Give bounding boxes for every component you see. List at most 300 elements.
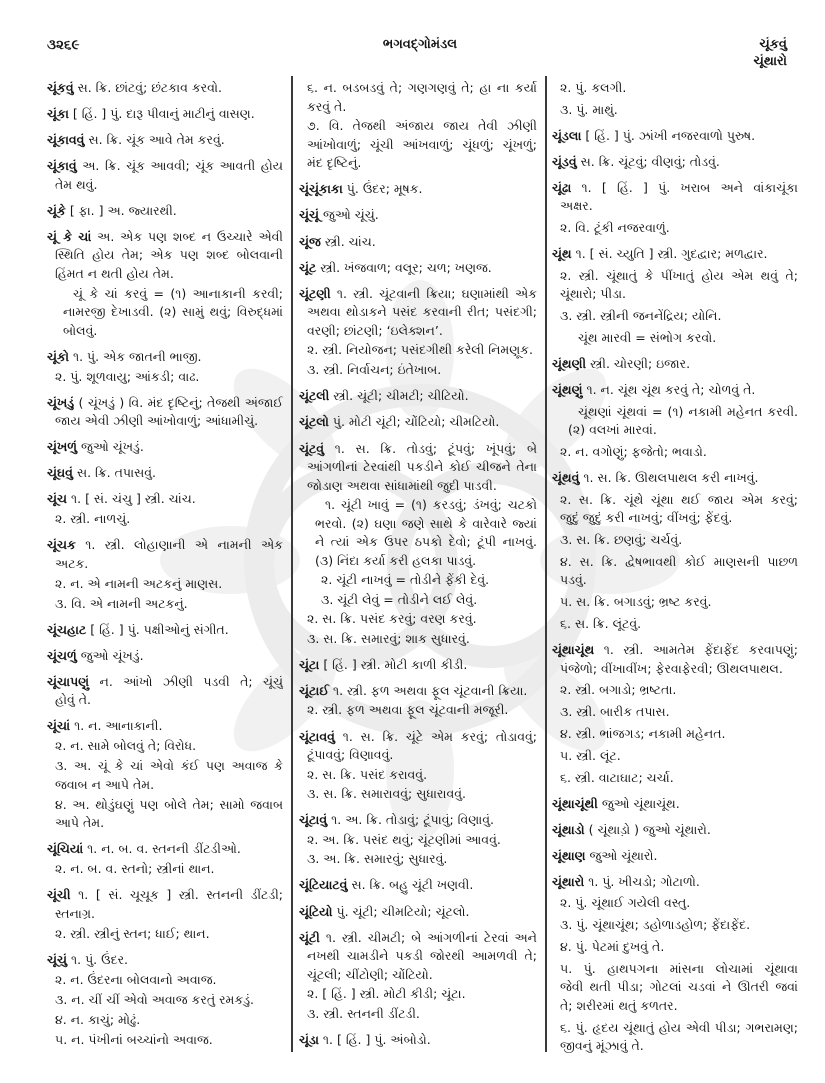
definition-line: [47, 621, 283, 640]
dictionary-entry: [47, 157, 283, 194]
definition-text: સ. ક્રિ. ચૂંટવું; વીણવું; તોડવું.: [580, 153, 720, 169]
dictionary-entry: [47, 490, 283, 509]
definition-line: [299, 477, 537, 496]
definition-text: ૫. સ્ત્રી. લૂંટ.: [560, 747, 621, 763]
definition-text: ૩. ચૂંટી લેવું = તોડીને લઈ લેવું.: [321, 591, 478, 607]
headword: ચૂંટાઈ: [299, 682, 329, 698]
headword: ચૂંટા: [299, 656, 320, 672]
definition-text: ૧. [ હિં. ] પું. અંબોડો.: [322, 1032, 431, 1047]
entry-sense: [299, 831, 537, 850]
definition-line: [552, 894, 798, 913]
definition-line: [299, 656, 537, 675]
definition-text: ૫. સ. ક્રિ. બગાડવું; ભ્રષ્ટ કરવું.: [560, 594, 712, 610]
column-right: [552, 79, 798, 1056]
definition-line: [47, 348, 283, 367]
definition-line: [552, 403, 798, 422]
definition-text: ૧. સ્ત્રી. લોહાણાની એ નામની એક: [85, 537, 283, 552]
page-number: ૩૨૬૯: [47, 37, 80, 53]
definition-text: સ્થિતિ હોય તેમ; એક પણ શબ્દ બોલવાની: [55, 247, 283, 262]
entry-sense: [47, 925, 283, 944]
definition-line: [47, 394, 283, 413]
definition-text: ૨. સ્ત્રી. ચૂંથાતું કે પીંખાતું હોય એમ થવું તે;: [560, 267, 798, 283]
entry-sense: [552, 938, 798, 957]
headword: ચૂંથાણ: [552, 847, 586, 863]
headword: ચૂં કે ચાં: [47, 228, 92, 244]
definition-text: આંખોવાળું; ચૂંચી આંખવાળું; ચૂંધળું; ચૂંખળું;: [307, 136, 537, 152]
guide-word-first: ચૂંકવું: [759, 37, 787, 52]
definition-line: [299, 496, 537, 515]
definition-line: [47, 228, 283, 247]
definition-line: [552, 491, 798, 510]
dictionary-entry: [299, 206, 537, 225]
headword: ચૂંચળું: [47, 647, 77, 663]
definition-line: [299, 515, 537, 534]
headword: ચૂંકો: [47, 348, 69, 364]
definition-line: [299, 1005, 537, 1024]
definition-text: સ. ક્રિ. બહુ ચૂંટી ખણવી.: [351, 877, 474, 893]
definition-text: જુઓ ચૂંથાચૂંથ.: [601, 795, 680, 811]
definition-text: ૩. અ. ચૂં કે ચાં એવો કંઈ પણ અવાજ કે: [55, 758, 283, 773]
definition-line: [552, 593, 798, 612]
definition-text: સ. ક્રિ. તપાસવું.: [76, 465, 156, 480]
definition-line: [299, 259, 537, 278]
definition-text: આપે તેમ.: [55, 815, 105, 830]
headword: ચૂંથણી: [552, 355, 587, 371]
dictionary-entry: [299, 180, 537, 199]
dictionary-entry: [299, 233, 537, 252]
headword: ચૂંટિયો: [299, 903, 333, 919]
dictionary-entry: [299, 656, 537, 675]
definition-text: ૧. ન. બ. વ. સ્તનની ડીંટડીઓ.: [87, 841, 241, 856]
dictionary-entry: [552, 381, 798, 400]
definition-text: ૧. સ. ક્રિ. તોડવું; ટૂંપવું; ખૂંપવું; બે: [334, 440, 537, 456]
headword: ચૂંઢા: [552, 179, 572, 195]
definition-text: સ્ત્રી. ખંજવાળ; વલૂર; ચળ; ખણજ.: [320, 259, 492, 275]
definition-text: ૧. સ્ત્રી. ચૂંટવાની ક્રિયા; ઘણામાંથી એક: [336, 285, 537, 301]
definition-line: [299, 630, 537, 649]
definition-text: ૭. વિ. તેજથી અંજાય જાય તેવી ઝીણી: [307, 118, 537, 133]
definition-text: અ. એક પણ શબ્દ ન ઉચ્ચારે એવી: [97, 228, 283, 244]
headword: ચૂંથવું: [552, 470, 580, 486]
definition-text: અથવા થોડાકને પસંદ કરવાની રીત; પસંદગી;: [307, 304, 537, 320]
definition-line: [299, 206, 537, 225]
dictionary-entry: [552, 245, 798, 264]
definition-line: [47, 886, 283, 905]
definition-text: ૧. ચૂંટી ખાવું = (૧) કરડવું; ડંખવું; ચટકો: [325, 497, 537, 512]
definition-text: સ. ક્રિ. ચૂંક આવે તેમ કરવું.: [88, 132, 225, 147]
definition-text: આંગળીનાં ટેરવાંથી પકડીને કોઈ ચીજને તેના: [307, 459, 537, 474]
headword: ચૂંચાં: [47, 718, 71, 733]
definition-text: ચૂંથ મારવી = સંભોગ કરવો.: [578, 329, 717, 345]
definition-text: ૪. ન. કાચું; મોઢું.: [55, 1011, 141, 1027]
entry-sense: [47, 860, 283, 879]
definition-line: [299, 341, 537, 360]
definition-line: [47, 510, 283, 529]
definition-text: ૧. સ્ત્રી. ચીમટી; બે આંગળીનાં ટેરવાં અને: [325, 929, 537, 945]
definition-line: [552, 79, 798, 98]
definition-text: જીવનું મૂંઝાવું તે.: [560, 1038, 644, 1054]
headword: ચૂંથણું: [552, 381, 583, 397]
definition-text: ૧. સ્ત્રી. આમતેમ ફેંદાફેંદ કરવાપણું;: [603, 642, 798, 658]
definition-line: [552, 153, 798, 172]
definition-text: ચૂંટલી; ચીંટોણી; ચોંટિયો.: [307, 966, 433, 982]
definition-text: સ્તનાગ્ર.: [55, 905, 95, 921]
headword: ચૂંકવું: [47, 80, 74, 95]
dictionary-entry: [552, 873, 798, 892]
definition-text: ૧. [ સં. ચંચુ ] સ્ત્રી. ચાંચ.: [71, 491, 196, 506]
definition-text: ૪. સ્ત્રી. ભાંજગડ; નકામી મહેનત.: [560, 725, 726, 741]
definition-line: [299, 571, 537, 590]
definition-line: [552, 469, 798, 488]
entry-sense: [552, 593, 798, 612]
definition-text: સ્ત્રી. ચોરણી; ઇજાર.: [590, 355, 691, 371]
dictionary-entry: [47, 79, 283, 98]
definition-text: ૧. પું. ખીચડો; ગોટાળો.: [588, 873, 700, 889]
dictionary-entry: [47, 131, 283, 150]
dictionary-entry: [299, 728, 537, 765]
dictionary-entry: [552, 821, 798, 840]
definition-text: ૫. પું. હાથપગના માંસના લોચામાં ચૂંથાવા: [560, 960, 798, 976]
guide-words: [753, 36, 787, 70]
definition-text: વરણી; છાંટણી; ‘ઇલેક્શન’.: [307, 322, 443, 338]
definition-text: ચૂંથણાં ચૂંથવાં = (૧) નકામી મહેનત કરવી.: [578, 403, 798, 419]
dictionary-entry: [299, 387, 537, 406]
definition-line: [299, 682, 537, 701]
entry-sense: [552, 267, 798, 304]
definition-line: [299, 929, 537, 948]
definition-text: ૩. સ. ક્રિ. સમારવું; શાક સુધારવું.: [307, 630, 470, 646]
definition-line: [47, 925, 283, 944]
definition-line: [552, 179, 798, 198]
definition-line: [552, 509, 798, 528]
entry-sense: [552, 1019, 798, 1056]
definition-line: [552, 1037, 798, 1056]
entry-sense: [552, 615, 798, 634]
definition-line: [552, 245, 798, 264]
entry-sense: [552, 960, 798, 1016]
definition-line: [299, 728, 537, 747]
definition-line: [299, 746, 537, 765]
headword: ચૂંખડું: [47, 394, 75, 410]
definition-line: [299, 552, 537, 571]
definition-line: [47, 265, 283, 284]
definition-line: [552, 443, 798, 462]
headword: ચૂંથ: [552, 246, 572, 262]
definition-line: [552, 285, 798, 304]
definition-line: [552, 219, 798, 238]
dictionary-entry: [299, 876, 537, 895]
definition-line: [552, 101, 798, 120]
headword: ચૂંચક: [47, 537, 76, 552]
definition-line: [299, 785, 537, 804]
dictionary-entry: [552, 153, 798, 172]
headword: ચૂંટલો: [299, 414, 329, 430]
headword: ચૂંટણી: [299, 285, 331, 301]
definition-text: [ હિં. ] પું. ઝાંખી નજરવાળો પુરુષ.: [585, 127, 756, 143]
dictionary-entry: [47, 840, 283, 859]
dictionary-entry: [47, 438, 283, 457]
definition-line: [552, 997, 798, 1016]
definition-text: હોવું તે.: [55, 692, 92, 707]
definition-line: [47, 303, 283, 322]
definition-text: ૧. પું. એક જાતની ભાજી.: [72, 348, 202, 364]
definition-line: [47, 555, 283, 574]
definition-text: જવાબ ન આપે તેમ.: [55, 776, 155, 792]
entry-sense: [552, 916, 798, 935]
definition-text: ૩. સ્ત્રી. સ્ત્રીની જનનેંદ્રિય; યોનિ.: [560, 308, 722, 324]
definition-text: ૨. સ. ક્રિ. પસંદ કરવું; વરણ કરવું.: [307, 611, 477, 626]
definition-line: [552, 307, 798, 326]
headword: ચૂંચૂંકાકા: [299, 181, 343, 197]
definition-line: [47, 412, 283, 431]
definition-line: [299, 322, 537, 341]
definition-text: [ હિં. ] સ્ત્રી. મોટી કાળી કીડી.: [323, 656, 468, 672]
column-rule: [291, 76, 293, 1052]
headword: ચૂંથાચૂંથી: [552, 795, 598, 811]
entry-sense: [552, 769, 798, 788]
idiom-phrase: [552, 329, 798, 348]
dictionary-entry: [47, 621, 283, 640]
definition-line: [47, 971, 283, 990]
definition-line: [47, 157, 283, 176]
entry-sense: [299, 785, 537, 804]
definition-text: ૩. ન. ચીં ચીં એવો અવાજ કરતું રમકડું.: [55, 991, 255, 1007]
headword: ચૂંકા: [47, 106, 69, 121]
dictionary-entry: [299, 929, 537, 985]
definition-line: [47, 464, 283, 483]
entry-sense: [552, 101, 798, 120]
definition-line: [299, 98, 537, 117]
column-left: [47, 79, 283, 1049]
definition-line: [552, 769, 798, 788]
definition-line: [47, 595, 283, 614]
entry-sense: [47, 368, 283, 387]
definition-line: [552, 660, 798, 679]
definition-line: [552, 267, 798, 286]
dictionary-entry: [299, 413, 537, 432]
definition-line: [47, 575, 283, 594]
definition-line: [47, 796, 283, 815]
definition-line: [47, 814, 283, 833]
definition-line: [47, 1011, 283, 1030]
definition-text: ૪. અ. થોડુંઘણું પણ બોલે તેમ; સામો જવાબ: [55, 796, 283, 812]
definition-text: ૨. પું. ચૂંથાઈ ગયેલી વસ્તુ.: [560, 895, 691, 911]
entry-sense: [552, 79, 798, 98]
definition-text: ૨. સ. ક્રિ. પસંદ કરાવવું.: [307, 766, 428, 782]
dictionary-entry: [299, 285, 537, 341]
definition-text: અ. ક્રિ. ચૂંક આવવી; ચૂંક આવતી હોય: [82, 158, 283, 173]
definition-line: [552, 615, 798, 634]
definition-line: [299, 285, 537, 304]
dictionary-entry: [552, 469, 798, 488]
definition-line: [47, 757, 283, 776]
definition-text: ૩. સ્ત્રી. બારીક તપાસ.: [560, 704, 670, 720]
definition-line: [299, 458, 537, 477]
entry-sense: [552, 681, 798, 700]
definition-text: ૧. સ્ત્રી. ફળ અથવા ફૂલ ચૂંટવાની ક્રિયા.: [332, 682, 528, 698]
definition-line: [299, 850, 537, 869]
definition-text: તે; શરીરમાં થતું કળતર.: [560, 997, 678, 1013]
definition-line: [552, 847, 798, 866]
definition-text: ૨. વિ. ટૂંકી નજરવાળું.: [560, 220, 670, 236]
definition-text: બોલવું.: [63, 322, 98, 338]
running-title: ભગવદ્ગોમંડલ: [382, 37, 458, 52]
definition-text: ચૂંથારો; પીડા.: [560, 286, 627, 302]
definition-text: પું. ઉંદર; મૂષક.: [346, 181, 423, 197]
definition-text: નામરજી દેખાડવી. (૨) સામું થવું; વિરુદ્ધમાં: [63, 304, 283, 319]
entry-sense: [47, 991, 283, 1010]
definition-text: ૩. પું. ચૂંથાચૂંથ; ડહોળાડહોળ; ફેંદાફેંદ.: [560, 917, 751, 933]
headword: ચૂંટ: [299, 259, 317, 275]
definition-text: કરવું તે.: [307, 98, 347, 114]
definition-line: [47, 717, 283, 736]
definition-line: [299, 117, 537, 136]
entry-sense: [552, 703, 798, 722]
definition-text: ને ત્યાં એક ઉપર ઠપકો દેવો; ટૂંપી નાખવું.: [315, 534, 537, 549]
dictionary-entry: [299, 811, 537, 830]
entry-sense: [299, 1005, 537, 1024]
definition-line: [552, 960, 798, 979]
definition-line: [47, 490, 283, 509]
definition-text: ૧. ન. ચૂંથ ચૂંથ કરવું તે; ચોળવું તે.: [586, 381, 756, 397]
dictionary-entry: [47, 717, 283, 736]
dictionary-entry: [47, 536, 283, 573]
definition-line: [299, 180, 537, 199]
headword: ચૂંટાવું: [299, 812, 328, 828]
definition-line: [47, 860, 283, 879]
definition-text: ૧. સ. ક્રિ. ચૂંટે એમ કરવું; તોડાવવું;: [342, 728, 537, 744]
dictionary-entry: [47, 105, 283, 124]
definition-line: [552, 821, 798, 840]
idiom-phrase: [299, 496, 537, 570]
definition-line: [299, 533, 537, 552]
headword: ચૂંડા: [299, 1032, 319, 1047]
definition-line: [47, 368, 283, 387]
dictionary-entry: [47, 951, 283, 970]
definition-text: જુઓ ચૂંખડું.: [81, 439, 144, 454]
entry-sense: [47, 595, 283, 614]
headword: ચૂંટવું: [299, 440, 325, 456]
idiom-phrase: [47, 285, 283, 341]
definition-line: [552, 355, 798, 374]
definition-text: ૧. ન. આનાકાની.: [74, 718, 163, 733]
idiom-phrase: [552, 403, 798, 440]
headword: ચૂંઘવું: [47, 465, 73, 480]
definition-line: [552, 571, 798, 590]
entry-sense: [47, 757, 283, 794]
definition-text: ૩. વિ. એ નામની અટકનું.: [55, 595, 188, 611]
definition-line: [47, 905, 283, 924]
definition-line: [552, 197, 798, 216]
definition-text: ( ચૂંખડ઼ું ) વિ. મંદ દૃષ્ટિનું; તેજથી અંજાઈ: [78, 394, 283, 410]
headword: ચૂંટી: [299, 929, 320, 945]
dictionary-entry: [552, 127, 798, 146]
definition-line: [299, 233, 537, 252]
idiom-phrase: [299, 571, 537, 590]
headword: ચૂંથાડો: [552, 821, 585, 837]
definition-text: ૨. ન. સામે બોલવું તે; વિરોધ.: [55, 738, 197, 753]
definition-line: [552, 725, 798, 744]
definition-text: જુઓ ચૂંચું.: [323, 207, 379, 223]
headword: ચૂંચિયાં: [47, 841, 84, 856]
definition-text: ૨. [ હિં. ] સ્ત્રી. મોટી કીડી; ચૂંટા.: [307, 986, 466, 1002]
definition-text: પું. ચૂંટી; ચીમટિયો; ચૂંટલો.: [336, 903, 470, 919]
dictionary-entry: [47, 673, 283, 710]
definition-line: [552, 681, 798, 700]
headword: ચૂંડલા: [552, 127, 582, 143]
entry-sense: [552, 219, 798, 238]
dictionary-entry: [552, 847, 798, 866]
definition-text: [ ફા. ] અ. જ્યારથી.: [69, 202, 177, 218]
definition-line: [47, 438, 283, 457]
definition-line: [299, 79, 537, 98]
headword: ચૂંકાવું: [47, 158, 77, 173]
dictionary-entry: [299, 440, 537, 496]
entry-sense: [552, 307, 798, 326]
dictionary-entry: [299, 1031, 537, 1050]
definition-line: [47, 673, 283, 692]
definition-line: [299, 876, 537, 895]
entry-sense: [47, 1011, 283, 1030]
entry-sense: [299, 850, 537, 869]
definition-text: અટક.: [55, 555, 89, 571]
definition-line: [47, 246, 283, 265]
definition-text: ૬. સ. ક્રિ. લૂંટવું.: [560, 616, 642, 632]
definition-line: [552, 747, 798, 766]
entry-sense: [552, 553, 798, 590]
entry-sense: [552, 747, 798, 766]
definition-text: પડવું.: [560, 572, 587, 588]
definition-line: [299, 985, 537, 1004]
definition-text: ૧. અ. ક્રિ. તોડાવું; ટૂંપાવું; વિણાવું.: [331, 812, 494, 828]
guide-word-last: ચૂંથારો: [753, 54, 787, 69]
dictionary-entry: [47, 394, 283, 431]
definition-text: ૧. [ હિં. ] પું. ખરાબ અને વાંકાચૂંકા: [581, 179, 798, 195]
entry-sense: [552, 491, 798, 528]
definition-text: ૬. પું. હૃદય ચૂંથાતું હોય એવી પીડા; ગભરામણ;: [560, 1019, 798, 1035]
definition-text: ૨. સ્ત્રી. નિયોજન; પસંદગીથી કરેલી નિમણૂક.: [307, 342, 533, 358]
definition-text: ૪. સ. ક્રિ. દ્વેષભાવથી કોઈ માણસની પાછળ: [560, 553, 798, 569]
definition-text: ૩. અ. ક્રિ. સમારવું; સુધારવું.: [307, 851, 448, 867]
definition-text: ૨. ન. બ. વ. સ્તનો; સ્ત્રીનાં થાન.: [55, 861, 215, 876]
definition-line: [47, 776, 283, 795]
entry-sense: [47, 971, 283, 990]
definition-line: [47, 737, 283, 756]
definition-text: ન. આંખો ઝીણી પડવી તે; ચૂંચું: [99, 673, 283, 689]
definition-line: [47, 991, 283, 1010]
definition-text: ૨. સ્ત્રી. નાળચું.: [55, 511, 131, 526]
definition-text: જાય એવી ઝીણી આંખોવાળું; આંધામીચું.: [55, 413, 259, 428]
definition-line: [299, 387, 537, 406]
definition-line: [299, 831, 537, 850]
definition-line: [552, 703, 798, 722]
definition-text: ૬. ન. બડબડવું તે; ગણગણવું તે; હા ના કર્યા: [307, 80, 537, 95]
definition-line: [47, 79, 283, 98]
definition-text: ૨. સ્ત્રી. બગાડો; ભ્રષ્ટતા.: [560, 682, 677, 698]
column-rule: [545, 76, 547, 1052]
definition-line: [552, 978, 798, 997]
definition-text: ટૂંપાવવું; વિણાવવું.: [307, 747, 394, 763]
definition-line: [552, 381, 798, 400]
definition-text: ૨. સ્ત્રી. સ્ત્રીનું સ્તન; ધાઈ; થાન.: [55, 925, 210, 941]
definition-line: [299, 591, 537, 610]
definition-text: ૧. [ સં. ચ્યુતિ ] સ્ત્રી. ગુદદ્વાર; મળદ્વાર.: [575, 246, 768, 262]
dictionary-entry: [552, 355, 798, 374]
headword: ચૂંટિયાટવું: [299, 877, 348, 893]
entry-sense: [299, 701, 537, 720]
dictionary-entry: [552, 641, 798, 678]
definition-text: (૨) વલખાં મારવાં.: [568, 422, 657, 438]
